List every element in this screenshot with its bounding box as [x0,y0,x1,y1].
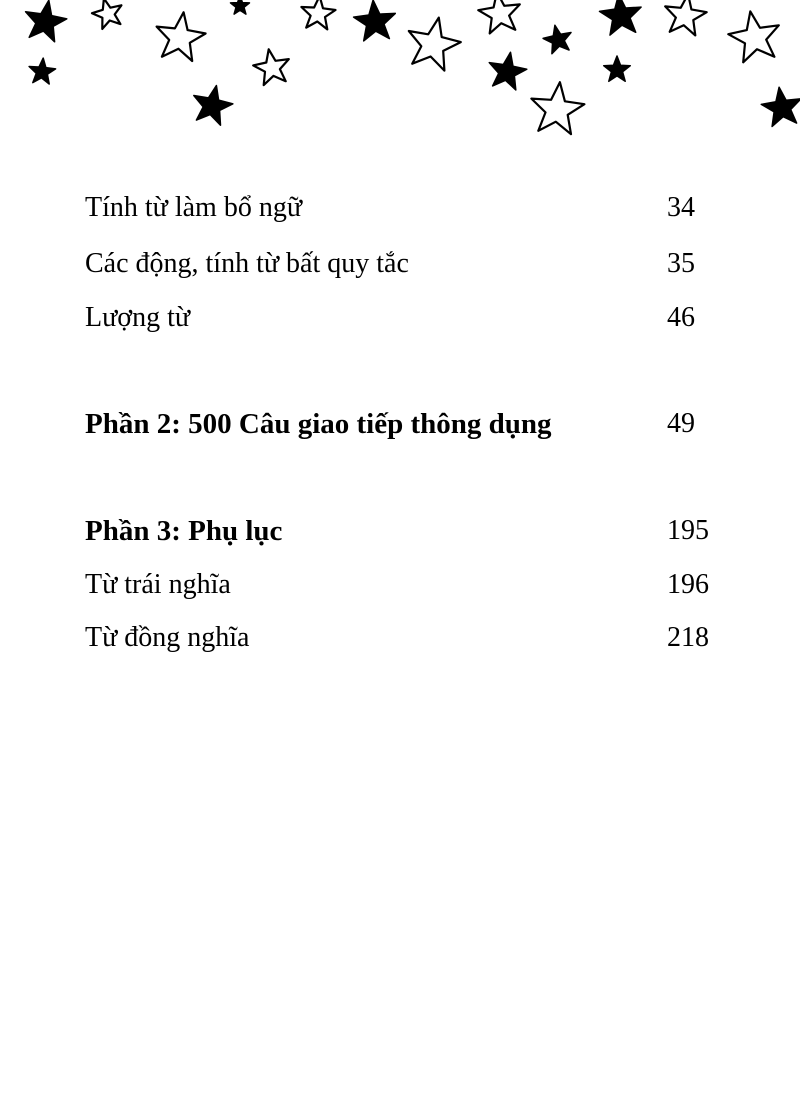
toc-entry-title: Tính từ làm bổ ngữ [85,192,302,223]
star-icon [29,58,55,84]
toc-entry-title: Từ đồng nghĩa [85,622,250,653]
star-icon [157,12,206,61]
toc-entry-page: 196 [667,569,709,600]
star-icon [92,0,121,29]
toc-section-part-3 [85,511,715,551]
toc-section-page: 195 [667,515,709,546]
toc-entry-page: 218 [667,622,709,653]
toc-entry-synonyms [85,618,715,658]
toc-section-title: Phần 3: Phụ lục [85,515,283,547]
star-icon [604,56,631,81]
toc-entry-title: Các động, tính từ bất quy tắc [85,248,409,279]
star-icon [301,0,335,29]
star-icon [253,49,289,85]
toc-entry-page: 35 [667,248,695,279]
toc-entry-irregular-verbs [85,244,715,284]
star-icon [531,82,584,134]
star-icon [728,11,779,62]
star-icon [26,0,67,42]
star-icon [194,86,233,126]
toc-section-title: Phần 2: 500 Câu giao tiếp thông dụng [85,408,552,440]
star-icon [489,52,527,90]
toc-entry-antonyms [85,565,715,605]
toc-entry-quantifiers [85,298,715,338]
toc-entry-page: 46 [667,302,695,333]
toc-section-page: 49 [667,408,695,439]
star-icon [231,0,250,14]
star-border [0,0,800,150]
star-icon [600,0,642,35]
toc-entry-title: Từ trái nghĩa [85,569,231,600]
star-icon [665,0,707,35]
star-icon [478,0,520,33]
star-icon [354,0,396,41]
toc-section-part-2 [85,404,715,444]
star-icon [543,25,571,53]
toc-entry-title: Lượng từ [85,302,191,333]
toc-entry-page: 34 [667,192,695,223]
toc-entry-adjective-complement [85,188,715,228]
star-icon [761,87,800,126]
star-icon [409,18,461,71]
